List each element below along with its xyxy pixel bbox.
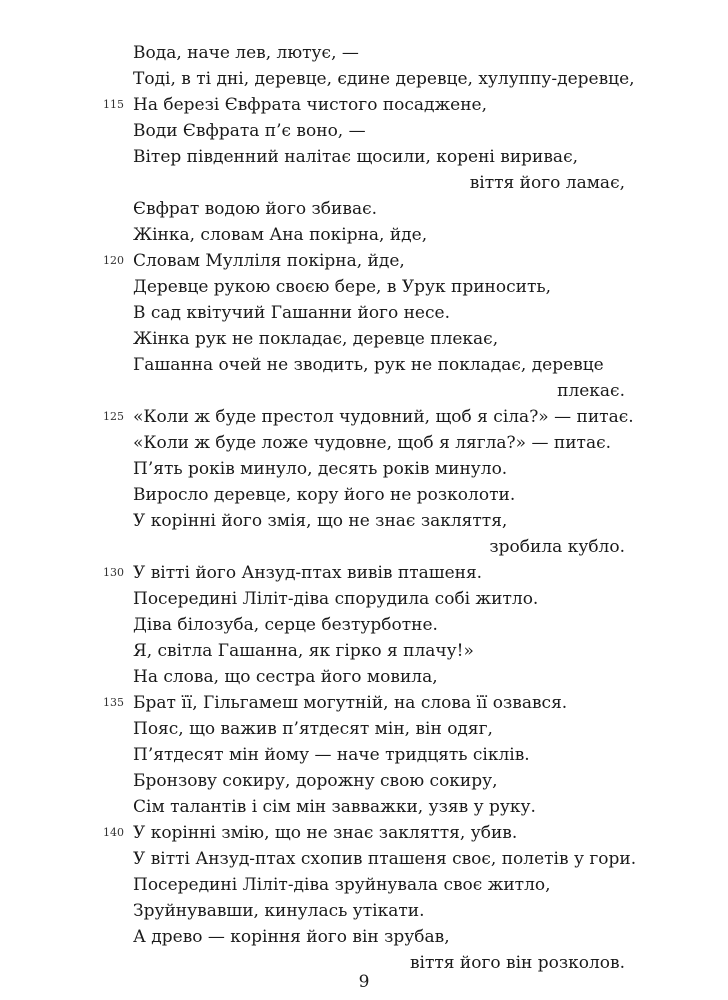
line-number: 120 [103, 254, 124, 267]
verse-line-continuation: плекає. [557, 381, 625, 401]
verse-line: Бронзову сокиру, дорожну свою сокиру, [133, 771, 498, 791]
verse-line: П’ятдесят мін йому — наче тридцять сіклів. [133, 745, 530, 765]
verse-line: Діва білозуба, серце безтурботне. [133, 615, 438, 635]
verse-line: На березі Євфрата чистого посаджене, [133, 95, 488, 115]
verse-line: Води Євфрата п’є воно, — [133, 121, 366, 141]
verse-line: Вода, наче лев, лютує, — [133, 43, 359, 63]
verse-line: У корінні його змія, що не знає закляття, [133, 511, 508, 531]
verse-line: Зруйнувавши, кинулась утікати. [133, 901, 425, 921]
line-number: 115 [103, 98, 124, 111]
verse-line: Тоді, в ті дні, деревце, єдине деревце, хулуппу-деревце, [133, 69, 635, 89]
verse-line: Сім талантів і сім мін завважки, узяв у руку. [133, 797, 536, 817]
verse-line: Гашанна очей не зводить, рук не покладає, деревце [133, 355, 604, 375]
verse-line-continuation: віття його він розколов. [409, 953, 625, 973]
verse-line: П’ять років минуло, десять років минуло. [133, 459, 508, 479]
line-number: 125 [103, 410, 124, 423]
verse-line: Жінка, словам Ана покірна, йде, [133, 225, 428, 245]
verse-line: «Коли ж буде престол чудовний, щоб я сіла?» — питає. [133, 407, 634, 427]
page-number: 9 [358, 972, 370, 992]
verse-line-continuation: зробила кубло. [489, 537, 625, 557]
verse-line: Пояс, що важив п’ятдесят мін, він одяг, [133, 719, 493, 739]
verse-line: У вітті його Анзуд-птах вивів пташеня. [133, 563, 483, 583]
line-number: 130 [103, 566, 124, 579]
verse-line: Жінка рук не покладає, деревце плекає, [133, 329, 499, 349]
verse-line: Деревце рукою своєю бере, в Урук приносить, [133, 277, 552, 297]
verse-line: Брат її, Гільгамеш могутній, на слова її озвався. [133, 693, 568, 713]
verse-line: А древо — коріння його він зрубав, [133, 927, 450, 947]
verse-line: Посередині Ліліт-діва спорудила собі житло. [133, 589, 539, 609]
verse-line: Я, світла Гашанна, як гірко я плачу!» [133, 641, 474, 661]
verse-line: Євфрат водою його збиває. [133, 199, 378, 219]
verse-line: У вітті Анзуд-птах схопив пташеня своє, полетів у гори. [133, 849, 637, 869]
verse-line: «Коли ж буде ложе чудовне, щоб я лягла?» — питає. [133, 433, 612, 453]
line-number: 140 [103, 826, 124, 839]
line-number: 135 [103, 696, 124, 709]
verse-line: Словам Мулліля покірна, йде, [133, 251, 405, 271]
verse-line: Вітер південний налітає щосили, корені вириває, [133, 147, 578, 167]
verse-line: В сад квітучий Гашанни його несе. [133, 303, 450, 323]
verse-line: На слова, що сестра його мовила, [133, 667, 438, 687]
verse-line: Посередині Ліліт-діва зруйнувала своє житло, [133, 875, 551, 895]
verse-line-continuation: віття його ламає, [469, 173, 625, 193]
verse-line: Виросло деревце, кору його не розколоти. [133, 485, 516, 505]
verse-line: У корінні змію, що не знає закляття, убив. [133, 823, 518, 843]
